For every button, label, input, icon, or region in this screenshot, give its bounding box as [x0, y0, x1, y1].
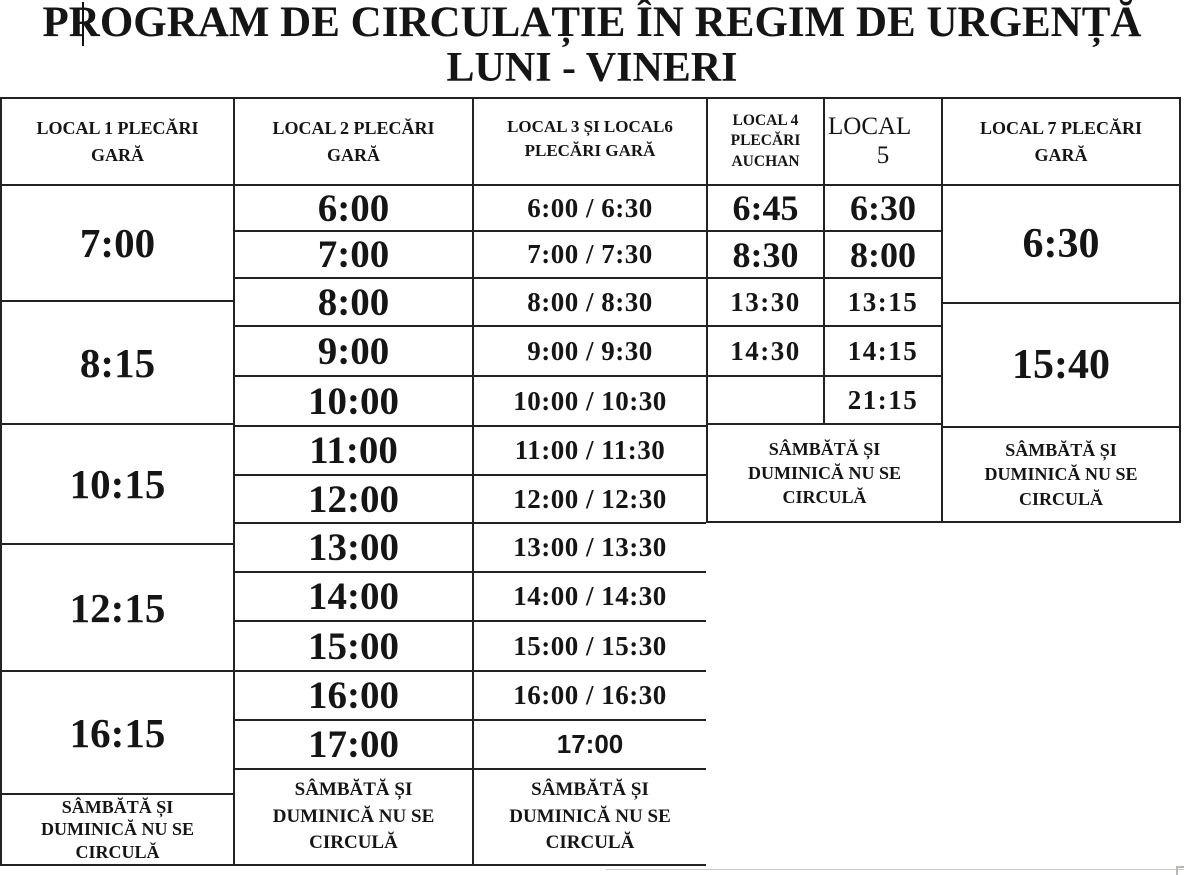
time-cell: 10:15 [2, 425, 233, 545]
note-line: SÂMBĂTĂ ȘI [768, 438, 881, 459]
header-line: GARĂ [327, 144, 380, 165]
header-line: 5 [876, 141, 890, 169]
note-line: DUMINICĂ NU SE [747, 462, 901, 483]
note-line: CIRCULĂ [1018, 488, 1103, 509]
time-cell: 17:00 [235, 721, 472, 770]
time-cell: 10:00 [235, 377, 472, 427]
column-header-local1 [2, 97, 233, 186]
time-cell: 12:00 / 12:30 [474, 476, 706, 524]
note-line: CIRCULĂ [75, 841, 160, 862]
note-line: DUMINICĂ NU SE [272, 805, 435, 827]
header-line: AUCHAN [731, 152, 800, 170]
time-cell: 6:30 [943, 186, 1179, 304]
time-cell: 11:00 / 11:30 [474, 427, 706, 476]
time-cell: 14:30 [708, 327, 823, 377]
header-line: GARĂ [1034, 144, 1088, 165]
column-header-local5 [825, 97, 941, 186]
time-cell: 21:15 [825, 377, 941, 425]
header-line: PLECĂRI GARĂ [524, 140, 656, 160]
column-local1 [0, 97, 233, 866]
scan-artifact-line [606, 869, 1184, 870]
header-line: LOCAL 4 [732, 112, 799, 130]
note-line: DUMINICĂ NU SE [40, 819, 194, 840]
time-cell: 14:00 / 14:30 [474, 573, 706, 622]
time-cell-empty [708, 377, 823, 425]
time-cell: 8:15 [2, 302, 233, 425]
time-cell: 15:00 / 15:30 [474, 622, 706, 672]
page-title-line1: PROGRAM DE CIRCULAȚIE ÎN REGIM DE URGENȚĂ [42, 0, 1142, 46]
note-line: CIRCULĂ [545, 832, 635, 854]
weekend-note-local3-local6 [474, 770, 706, 866]
time-cell: 6:00 / 6:30 [474, 186, 706, 232]
weekend-note-local4-local5 [706, 425, 941, 523]
scan-artifact-corner [1176, 866, 1184, 875]
time-cell: 15:00 [235, 622, 472, 672]
time-cell: 7:00 [2, 186, 233, 302]
time-cell: 8:00 [235, 279, 472, 327]
time-cell: 10:00 / 10:30 [474, 377, 706, 427]
column-local5 [823, 97, 941, 425]
note-line: DUMINICĂ NU SE [509, 805, 671, 827]
column-header-local2 [235, 97, 472, 186]
header-line: LOCAL [828, 112, 912, 140]
time-cell: 15:40 [943, 304, 1179, 428]
note-line: SÂMBĂTĂ ȘI [1005, 440, 1117, 461]
page-title [0, 0, 1184, 92]
note-line: SÂMBĂTĂ ȘI [294, 779, 413, 801]
note-line: SÂMBĂTĂ ȘI [531, 779, 649, 801]
time-cell: 9:00 [235, 327, 472, 377]
time-cell: 7:00 / 7:30 [474, 232, 706, 279]
column-local3-local6 [472, 97, 706, 866]
weekend-note-local7 [943, 428, 1179, 523]
time-cell: 13:15 [825, 279, 941, 327]
header-line: LOCAL 7 PLECĂRI [979, 118, 1143, 139]
time-cell: 14:15 [825, 327, 941, 377]
time-cell: 14:00 [235, 573, 472, 622]
time-cell: 12:15 [2, 545, 233, 672]
time-cell: 11:00 [235, 427, 472, 476]
time-cell: 6:00 [235, 186, 472, 232]
note-line: SÂMBĂTĂ ȘI [61, 796, 174, 817]
time-cell: 13:00 / 13:30 [474, 524, 706, 573]
column-header-local3-local6 [474, 97, 706, 186]
time-cell: 16:15 [2, 672, 233, 795]
note-line: CIRCULĂ [309, 832, 398, 854]
time-cell: 17:00 [474, 721, 706, 770]
time-cell: 13:00 [235, 524, 472, 573]
page-title-line2: LUNI - VINERI [446, 45, 738, 92]
note-line: DUMINICĂ NU SE [984, 464, 1138, 485]
header-line: PLECĂRI [730, 132, 801, 150]
column-local4 [706, 97, 823, 425]
time-cell: 6:30 [825, 186, 941, 232]
time-cell: 16:00 [235, 672, 472, 721]
time-cell: 13:30 [708, 279, 823, 327]
time-cell: 7:00 [235, 232, 472, 279]
header-line: LOCAL 1 PLECĂRI [36, 118, 199, 139]
time-cell: 6:45 [708, 186, 823, 232]
column-header-local7 [943, 97, 1179, 186]
header-line: LOCAL 3 ȘI LOCAL6 [507, 117, 673, 136]
header-line: GARĂ [91, 144, 144, 165]
note-line: CIRCULĂ [782, 487, 867, 508]
time-cell: 8:00 / 8:30 [474, 279, 706, 327]
column-local7 [941, 97, 1181, 523]
time-cell: 9:00 / 9:30 [474, 327, 706, 377]
time-cell: 16:00 / 16:30 [474, 672, 706, 721]
column-local2 [233, 97, 472, 866]
column-header-local4 [708, 97, 823, 186]
weekend-note-local2 [235, 770, 472, 866]
time-cell: 12:00 [235, 476, 472, 524]
header-line: LOCAL 2 PLECĂRI [272, 118, 435, 139]
time-cell: 8:00 [825, 232, 941, 279]
time-cell: 8:30 [708, 232, 823, 279]
weekend-note-local1 [2, 795, 233, 866]
